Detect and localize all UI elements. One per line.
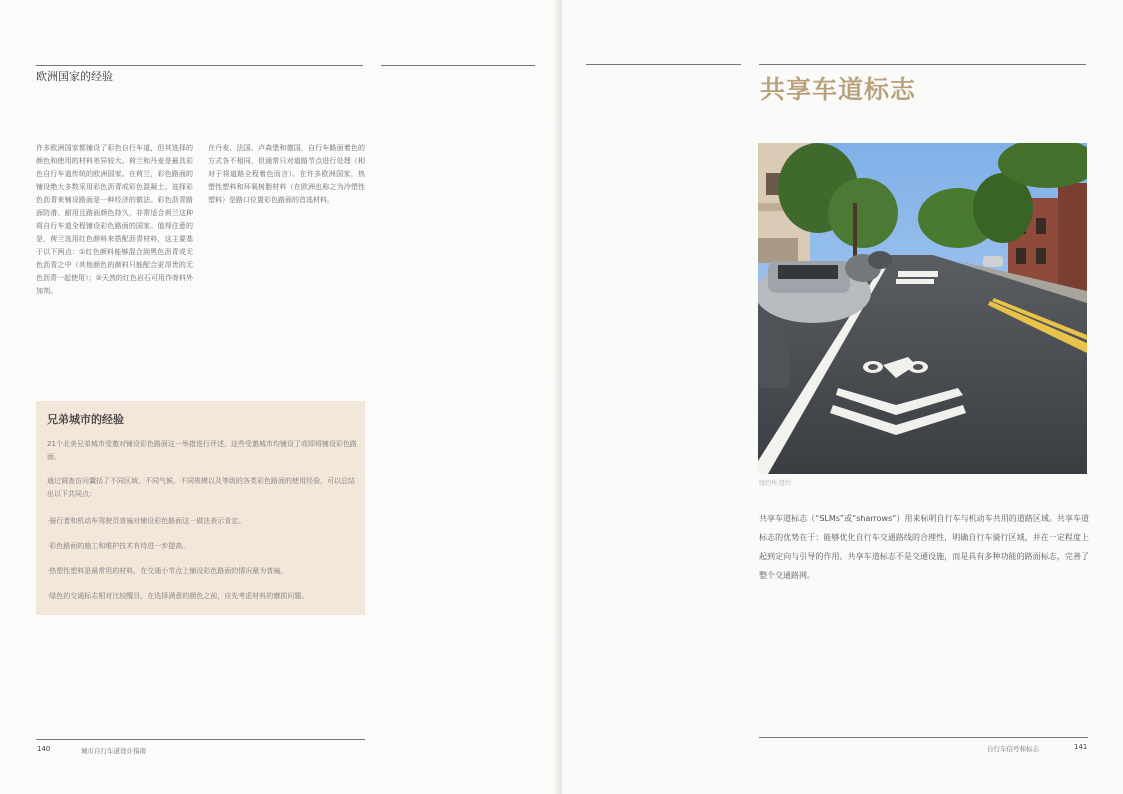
sister-point: ·热塑性塑料是最常用的材料，在交通小节点上铺设彩色路面的情况最为普遍。 — [47, 567, 288, 575]
footer-rule — [36, 739, 365, 740]
sister-point: ·绿色的交通标志相对比较醒目，在选择满意的颜色之前，应先考虑材料的磨损问题。 — [47, 592, 309, 600]
sister-point: ·彩色路面的施工和维护技术有待进一步提高。 — [47, 542, 190, 550]
page-title: 共享车道标志 — [760, 75, 917, 104]
sister-intro: 21个北美兄弟城市受邀对铺设彩色路面这一举措进行评述，这些受邀城市均铺设了或即将铺设彩色路面。 — [47, 440, 357, 461]
footer-rule — [759, 737, 1088, 738]
top-rule-left — [586, 64, 741, 65]
body-column-2: 在丹麦、法国、卢森堡和德国，自行车路面着色的方式各不相同，但通常只对道路节点进行处理（相对于将道路全程着色而言）。在许多欧洲国家，热塑性塑料和环氧树脂材料（在欧洲也称之为冷塑性塑料）是路口位置彩色路面的首选材料。 — [208, 144, 365, 204]
section-title: 欧洲国家的经验 — [36, 70, 113, 83]
book-title: 城市自行车道设计指南 — [81, 747, 146, 755]
body-paragraph: 共享车道标志（“SLMs”或“sharrows”）用来标明自行车与机动车共用的道路区域。共享车道标志的优势在于：能够优化自行车交通路线的合理性，明确自行车骑行区域，并在一定程度上起到定向与引导的作用。共享车道标志不是交通设施，而是具有多种功能的路面标志，完善了整个交通路网。 — [759, 514, 1089, 580]
photo-caption: 纽约州 纽约 — [759, 480, 791, 487]
top-rule — [36, 65, 363, 66]
body-column-1: 许多欧洲国家都铺设了彩色自行车道，但其选择的颜色和使用的材料差异较大。荷兰和丹麦是最具彩色自行车道传统的欧洲国家。在荷兰，彩色路面的铺设绝大多数采用彩色沥青或彩色混凝土。选择彩色沥青来铺设路面是一种经济的做法。彩色沥青路面防滑、耐用且路面颜色持久，非常适合荷兰这种将自行车道全程铺设彩色路面的国家。值得注意的是，荷兰选用红色颜料来搭配沥青材料，这主要基于以下两点：①红色颜料能够混合到黑色沥青或无色沥青之中（其他颜色的颜料只能配合更昂贵的无色沥青一起使用）；②天然的红色岩石可用作骨料外加剂。 — [36, 144, 193, 295]
chapter-title: 自行车信号和标志 — [987, 745, 1039, 753]
sister-point: ·骑行者和机动车驾驶员普遍对铺设彩色路面这一做法表示肯定。 — [47, 517, 246, 525]
page-number: 141 — [1074, 743, 1088, 751]
top-rule — [759, 64, 1086, 65]
top-rule-right — [381, 65, 535, 66]
page-number: 140 — [37, 745, 51, 753]
sister-cities-title: 兄弟城市的经验 — [47, 413, 124, 426]
street-photo — [758, 143, 1087, 474]
sister-cities-box — [36, 401, 365, 615]
sister-summary: 通过调查访问囊括了不同区域、不同气候、不同规模以及等级的各类彩色路面的使用经验，可以总结出以下共同点： — [47, 477, 355, 498]
left-page — [0, 0, 561, 794]
